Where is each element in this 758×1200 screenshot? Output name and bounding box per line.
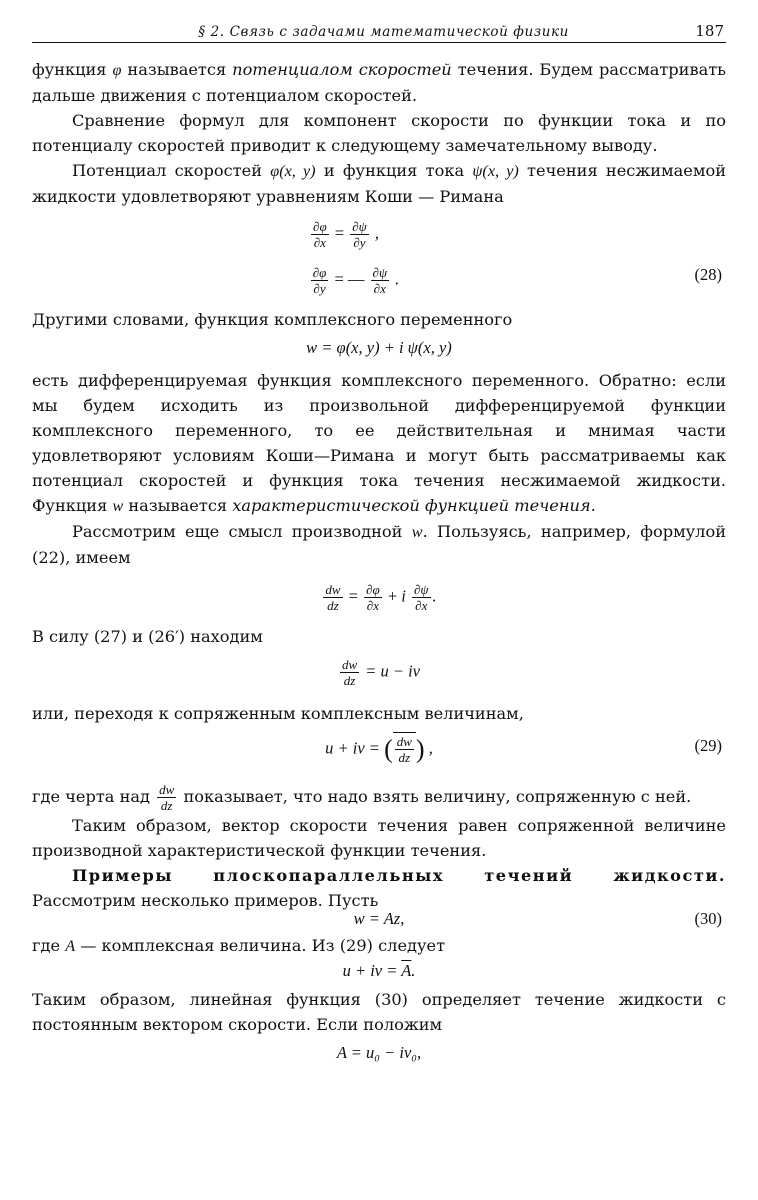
- equation-28-line1: $\frac{\partial\varphi}{\partial x}$ = $\frac{\partial\psi}{\partial y}$ ,: [313, 219, 379, 250]
- fraction: $\frac{dw}{dz}$: [325, 582, 341, 613]
- equation-29: u + iv = ( $\frac{dw}{dz}$ ) , (29): [325, 734, 722, 765]
- equation-30: w = Az, (30): [353, 909, 722, 928]
- equation-A-definition: A = u₀ − iv₀,: [336, 1043, 422, 1062]
- equation-number-29: (29): [694, 736, 722, 755]
- fraction: $\frac{dw}{dz}$: [159, 782, 175, 813]
- equation-derivative: $\frac{dw}{dz}$ = $\frac{\partial\varphi}{\partial x}$ + i $\frac{\partial\psi}{\partial x}$ .: [325, 582, 437, 613]
- page: [32, 16, 726, 1071]
- fraction: $\frac{\partial\psi}{\partial x}$: [414, 582, 429, 613]
- paragraph-differentiable: есть дифференцируемая функция комплексного переменного. Обратно: если мы будем исходить из произвольной дифференцируемой функции комплексного переменного, то ее действительная и мнимая части удовлетворяют условиям Коши—Римана и могут быть рассматриваемы как потенциал скоростей и функция тока течения несжимаемой жидкости. Функция w называется характеристической функцией течения.: [32, 371, 726, 515]
- paragraph-conjugate: или, переходя к сопряженным комплексным величинам,: [32, 704, 524, 723]
- equation-28-line2: $\frac{\partial\varphi}{\partial y}$ = — $\frac{\partial\psi}{\partial x}$ . (28): [312, 265, 722, 296]
- fraction: $\frac{dw}{dz}$: [396, 734, 412, 765]
- equation-number-28: (28): [694, 265, 722, 284]
- paragraph-other-words: Другими словами, функция комплексного переменного: [32, 310, 513, 329]
- fraction: $\frac{\partial\psi}{\partial x}$: [372, 265, 388, 296]
- section-title: § 2. Связь с задачами математической физики: [198, 24, 569, 40]
- paragraph-potential: функция φ называется потенциалом скоростей течения. Будем рассматривать дальше движения с потенциалом скоростей.: [32, 60, 726, 105]
- paragraph-derivative: Рассмотрим еще смысл производной w. Пользуясь, например, формулой (22), имеем: [32, 522, 727, 567]
- equation-number-30: (30): [694, 909, 722, 928]
- equation-u-minus-iv: $\frac{dw}{dz}$ = u − iv: [341, 657, 421, 688]
- paragraph-bar-meaning: где черта над $\frac{dw}{dz}$ показывает, что надо взять величину, сопряженную с ней.: [32, 782, 692, 813]
- page-number: 187: [695, 22, 724, 40]
- paragraph-examples: Примеры плоскопараллельных течений жидкости. Рассмотрим несколько примеров. Пусть: [32, 866, 726, 910]
- equation-u-plus-iv-A: u + iv = $\overline{A}$.: [342, 961, 416, 980]
- fraction: $\frac{\partial\psi}{\partial y}$: [352, 219, 367, 250]
- running-header: [32, 16, 726, 43]
- fraction: $\frac{\partial\varphi}{\partial x}$: [313, 219, 327, 250]
- paragraph-cauchy-riemann: Потенциал скоростей φ(x, y) и функция тока ψ(x, y) течения несжимаемой жидкости удовлетворяют уравнениям Коши — Римана: [32, 161, 726, 206]
- fraction: $\frac{dw}{dz}$: [341, 657, 358, 688]
- paragraph-comparison: Сравнение формул для компонент скорости по функции тока и по потенциалу скоростей приводит к следующему замечательному выводу.: [32, 111, 726, 155]
- paragraph-complex-A: где A — комплексная величина. Из (29) следует: [32, 936, 446, 955]
- paragraph-velocity-vector: Таким образом, вектор скорости течения равен сопряженной величине производной характеристической функции течения.: [32, 816, 726, 860]
- fraction: $\frac{\partial\varphi}{\partial x}$: [366, 582, 380, 613]
- paragraph-by-virtue: В силу (27) и (26′) находим: [32, 627, 263, 646]
- equation-w-definition: w = φ(x, y) + i ψ(x, y): [306, 338, 452, 357]
- fraction: $\frac{\partial\varphi}{\partial y}$: [312, 265, 327, 296]
- paragraph-linear-function: Таким образом, линейная функция (30) определяет течение жидкости с постоянным вектором скорости. Если положим: [32, 990, 726, 1034]
